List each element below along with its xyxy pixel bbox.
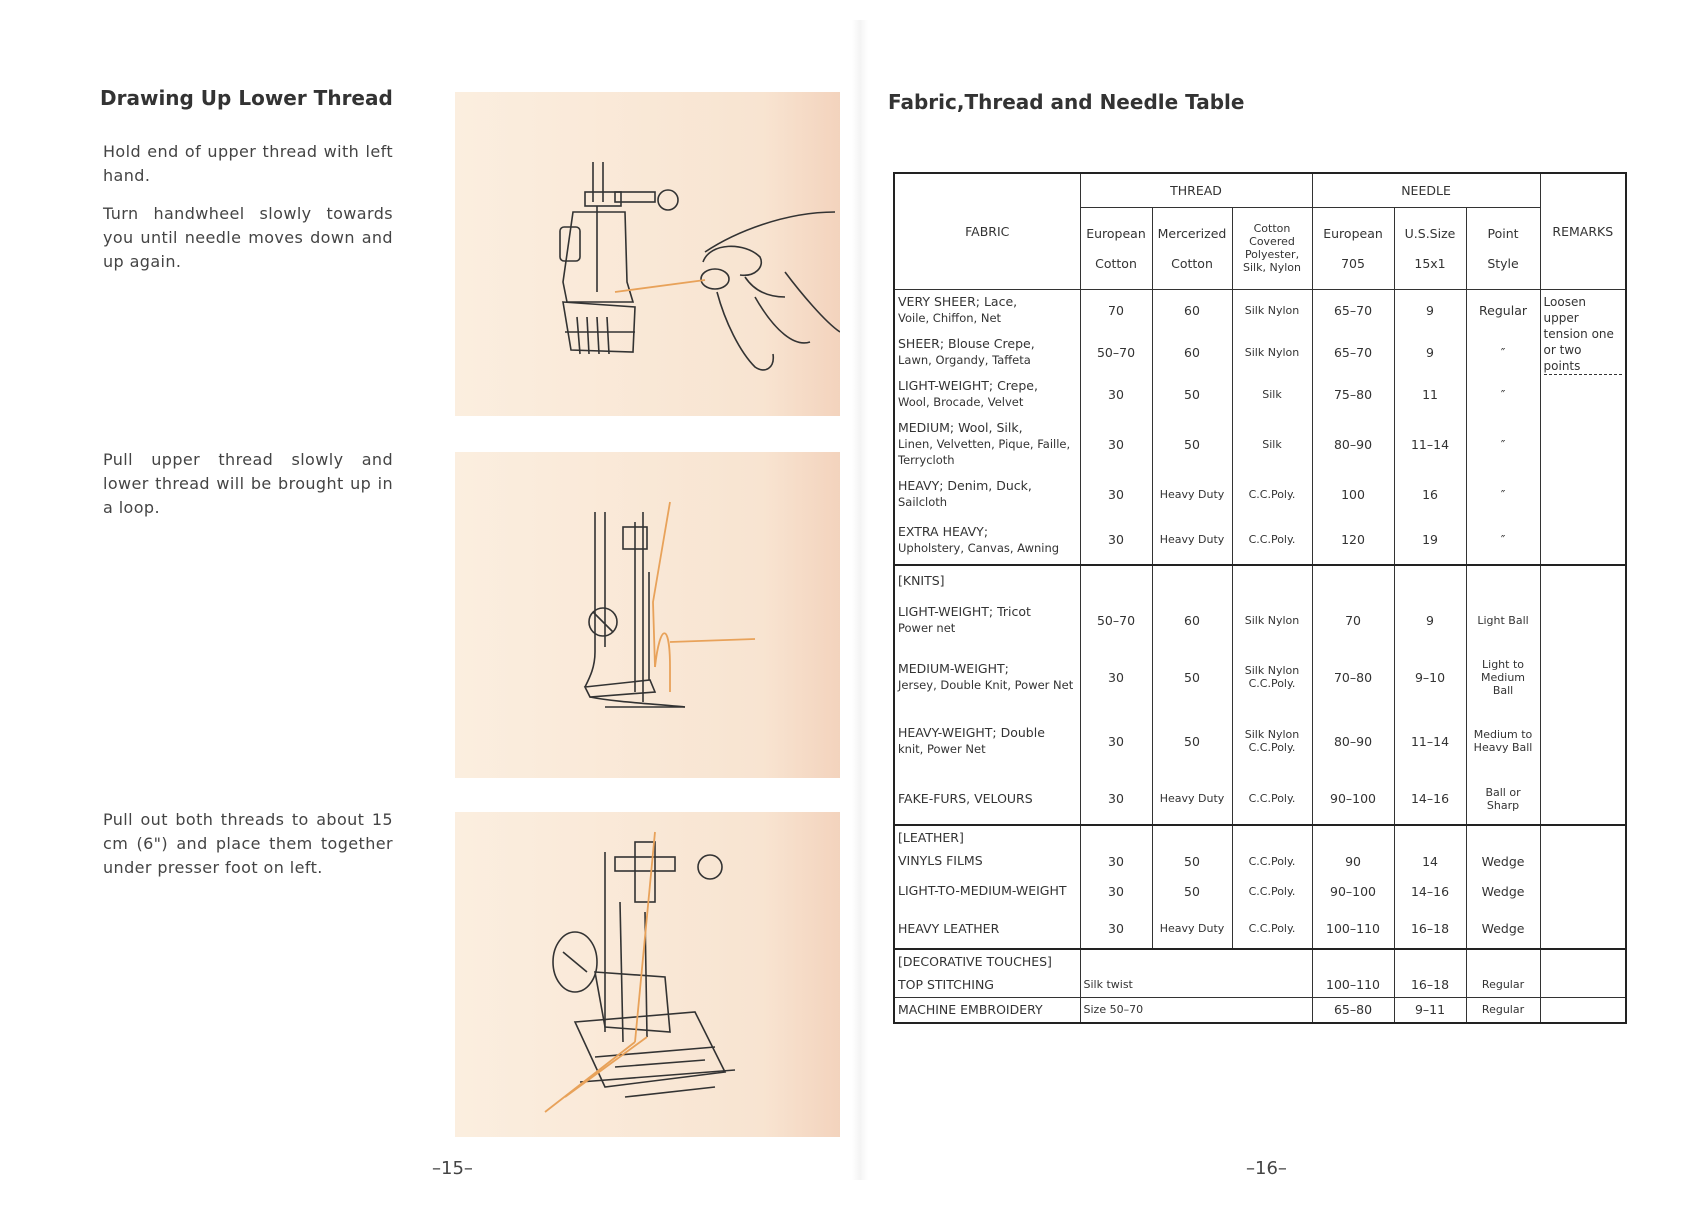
table-row: LIGHT-WEIGHT; Crepe, Wool, Brocade, Velvet 30 50 Silk 75–80 11 ″ — [894, 373, 1626, 415]
step-1-paragraph-2: Turn handwheel slowly towards you until needle moves down and up again. — [103, 204, 393, 271]
table-row: MEDIUM-WEIGHT; Jersey, Double Knit, Power Net 30 50 Silk Nylon C.C.Poly. 70–80 9–10 Light to Medium Ball — [894, 645, 1626, 709]
step-2-text — [103, 448, 393, 534]
table-row: HEAVY-WEIGHT; Double knit, Power Net 30 50 Silk Nylon C.C.Poly. 80–90 11–14 Medium to Heavy Ball — [894, 709, 1626, 773]
decorative-label: [DECORATIVE TOUCHES] — [894, 949, 1080, 973]
needle-loop-drawing — [455, 452, 840, 778]
table-title: Fabric,Thread and Needle Table — [888, 90, 1245, 114]
table-row: FAKE-FURS, VELOURS 30 Heavy Duty C.C.Poly. 90–100 14–16 Ball or Sharp — [894, 773, 1626, 825]
us-size-header: U.S.Size 15x1 — [1394, 207, 1466, 289]
fabric-header: FABRIC — [894, 173, 1080, 289]
page-number: –15– — [432, 1158, 473, 1179]
leather-label: [LEATHER] — [894, 825, 1080, 849]
remarks-header: REMARKS — [1540, 173, 1626, 289]
thread-header: THREAD — [1080, 173, 1312, 207]
european-cotton-header: European Cotton — [1080, 207, 1152, 289]
step-1-paragraph-1: Hold end of upper thread with left hand. — [103, 142, 393, 185]
illustration-pull-loop — [455, 452, 840, 778]
page-number: –16– — [1246, 1158, 1287, 1179]
right-page — [860, 0, 1685, 1209]
header-row-top — [894, 173, 1626, 207]
table-row: MEDIUM; Wool, Silk, Linen, Velvetten, Pique, Faille, Terrycloth 30 50 Silk 80–90 11–14 ″ — [894, 415, 1626, 473]
step-3-paragraph: Pull out both threads to about 15 cm (6") and place them together under presser foot on left. — [103, 810, 393, 877]
table-row: MACHINE EMBROIDERY Size 50–70 65–80 9–11 Regular — [894, 997, 1626, 1023]
mercerized-cotton-header: Mercerized Cotton — [1152, 207, 1232, 289]
needle-header: NEEDLE — [1312, 173, 1540, 207]
illustration-threads-under-foot — [455, 812, 840, 1137]
presser-foot-hand-drawing — [455, 92, 840, 416]
european-needle-header: European 705 — [1312, 207, 1394, 289]
fabric-thread-needle-table — [893, 172, 1627, 1024]
illustration-hold-thread — [455, 92, 840, 416]
presser-foot-threads-drawing — [455, 812, 840, 1137]
table-row: LIGHT-TO-MEDIUM-WEIGHT 30 50 C.C.Poly. 90–100 14–16 Wedge — [894, 873, 1626, 909]
covered-thread-header: Cotton Covered Polyester, Silk, Nylon — [1232, 207, 1312, 289]
table-row: HEAVY LEATHER 30 Heavy Duty C.C.Poly. 100–110 16–18 Wedge — [894, 909, 1626, 949]
step-2-paragraph: Pull upper thread slowly and lower thread will be brought up in a loop. — [103, 450, 393, 517]
table-row: VERY SHEER; Lace, Voile, Chiffon, Net 70 60 Silk Nylon 65–70 9 Regular Loosen upper tension one or two points — [894, 289, 1626, 331]
table-row: VINYLS FILMS 30 50 C.C.Poly. 90 14 Wedge — [894, 849, 1626, 873]
table-row: TOP STITCHING Silk twist 100–110 16–18 Regular — [894, 973, 1626, 997]
group-label-row — [894, 565, 1626, 595]
table-row: EXTRA HEAVY; Upholstery, Canvas, Awning 30 Heavy Duty C.C.Poly. 120 19 ″ — [894, 515, 1626, 565]
point-style-header: Point Style — [1466, 207, 1540, 289]
step-1-text — [103, 140, 393, 288]
step-3-text — [103, 808, 393, 894]
group-label-row — [894, 825, 1626, 849]
page-title: Drawing Up Lower Thread — [100, 86, 393, 110]
knits-label: [KNITS] — [894, 565, 1080, 595]
table-row: HEAVY; Denim, Duck, Sailcloth 30 Heavy Duty C.C.Poly. 100 16 ″ — [894, 473, 1626, 515]
remarks-cell: Loosen upper tension one or two points — [1540, 289, 1626, 565]
table-row: LIGHT-WEIGHT; Tricot Power net 50–70 60 Silk Nylon 70 9 Light Ball — [894, 595, 1626, 645]
table-row: SHEER; Blouse Crepe, Lawn, Organdy, Taffeta 50–70 60 Silk Nylon 65–70 9 ″ — [894, 331, 1626, 373]
group-label-row — [894, 949, 1626, 973]
